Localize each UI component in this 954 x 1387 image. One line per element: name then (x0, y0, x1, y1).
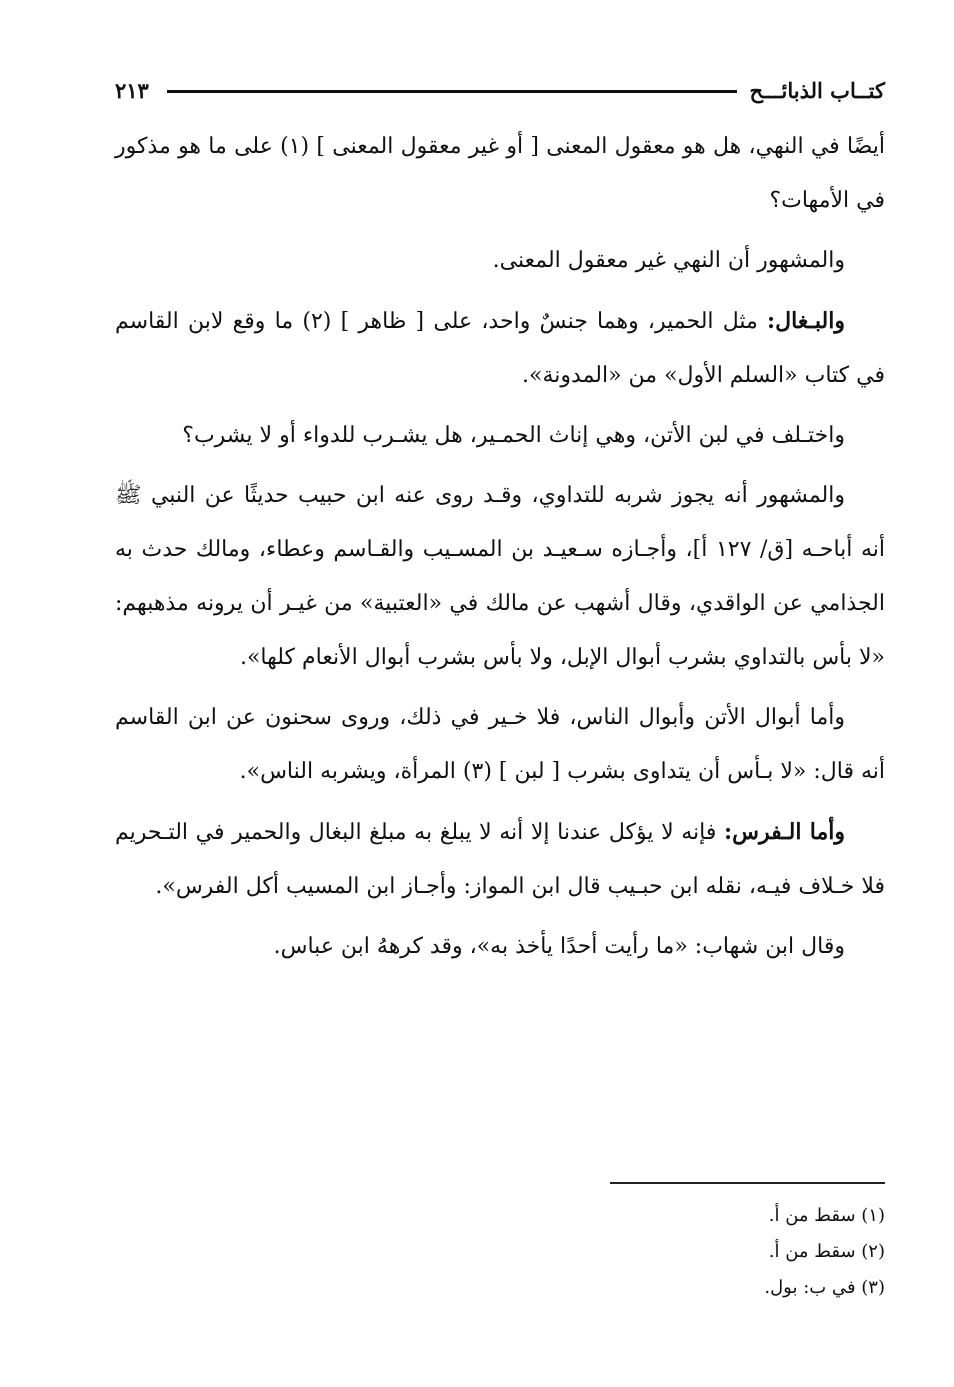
chapter-title: كتــاب الذبائـــح (740, 78, 885, 103)
footnote: (١) سقط من أ. (768, 1205, 885, 1226)
term-heading: والبـغال: (767, 308, 845, 334)
body-text (115, 120, 885, 974)
paragraph: والمشهور أنه يجوز شربه للتداوي، وقـد روى عنه ابن حبيب حديثًا عن النبي ﷺ أنه أباحـه [ق/ ١٢٧ أ]، وأجـازه سـعيـد بن المسـيب والقـاسم وعطاء، ومالك حدث به الجذامي عن الواقدي، وقال أشهب عن مالك في «العتبية» من غيـر أن يرونه مذهبهم: «لا بأس بالتداوي بشرب أبوال الإبل، ولا بأس بشرب أبوال الأنعام كلها». (115, 483, 885, 670)
paragraph: والمشهور أن النهي غير معقول المعنى. (492, 248, 845, 273)
paragraph: واختـلف في لبن الأتن، وهي إناث الحمـير، هل يشـرب للدواء أو لا يشرب؟ (182, 423, 845, 448)
footnote: (٢) سقط من أ. (768, 1241, 885, 1262)
footnote-separator (610, 1182, 885, 1184)
paragraph: وأما أبوال الأتن وأبوال الناس، فلا خـير في ذلك، وروى سحنون عن ابن القاسم أنه قال: «لا بـأس أن يتداوى بشرب [ لبن ] (٣) المرأة، ويشربه الناس». (115, 705, 885, 784)
paragraph: أيضًا في النهي، هل هو معقول المعنى [ أو غير معقول المعنى ] (١) على ما هو مذكور في الأمهات؟ (115, 134, 885, 213)
running-header (115, 70, 885, 110)
page-number: ٢١٣ (115, 78, 159, 103)
footnote: (٣) في ب: بول. (764, 1277, 885, 1298)
page (115, 70, 885, 1360)
footnotes (115, 1198, 885, 1306)
paragraph: والبـغال: مثل الحمير، وهما جنسٌ واحد، على [ ظاهر ] (٢) ما وقع لابن القاسم في كتاب «السلم الأول» من «المدونة». (115, 308, 885, 388)
header-rule (167, 90, 737, 93)
paragraph: وأما الـفرس: فإنه لا يؤكل عندنا إلا أنه لا يبلغ به مبلغ البغال والحمير في التـحريم فلا خـلاف فيـه، نقله ابن حبـيب قال ابن المواز: وأجـاز ابن المسيب أكل الفرس». (115, 819, 885, 899)
term-heading: وأما الـفرس: (723, 819, 845, 845)
paragraph: وقال ابن شهاب: «ما رأيت أحدًا يأخذ به»، وقد كرههُ ابن عباس. (273, 934, 845, 959)
